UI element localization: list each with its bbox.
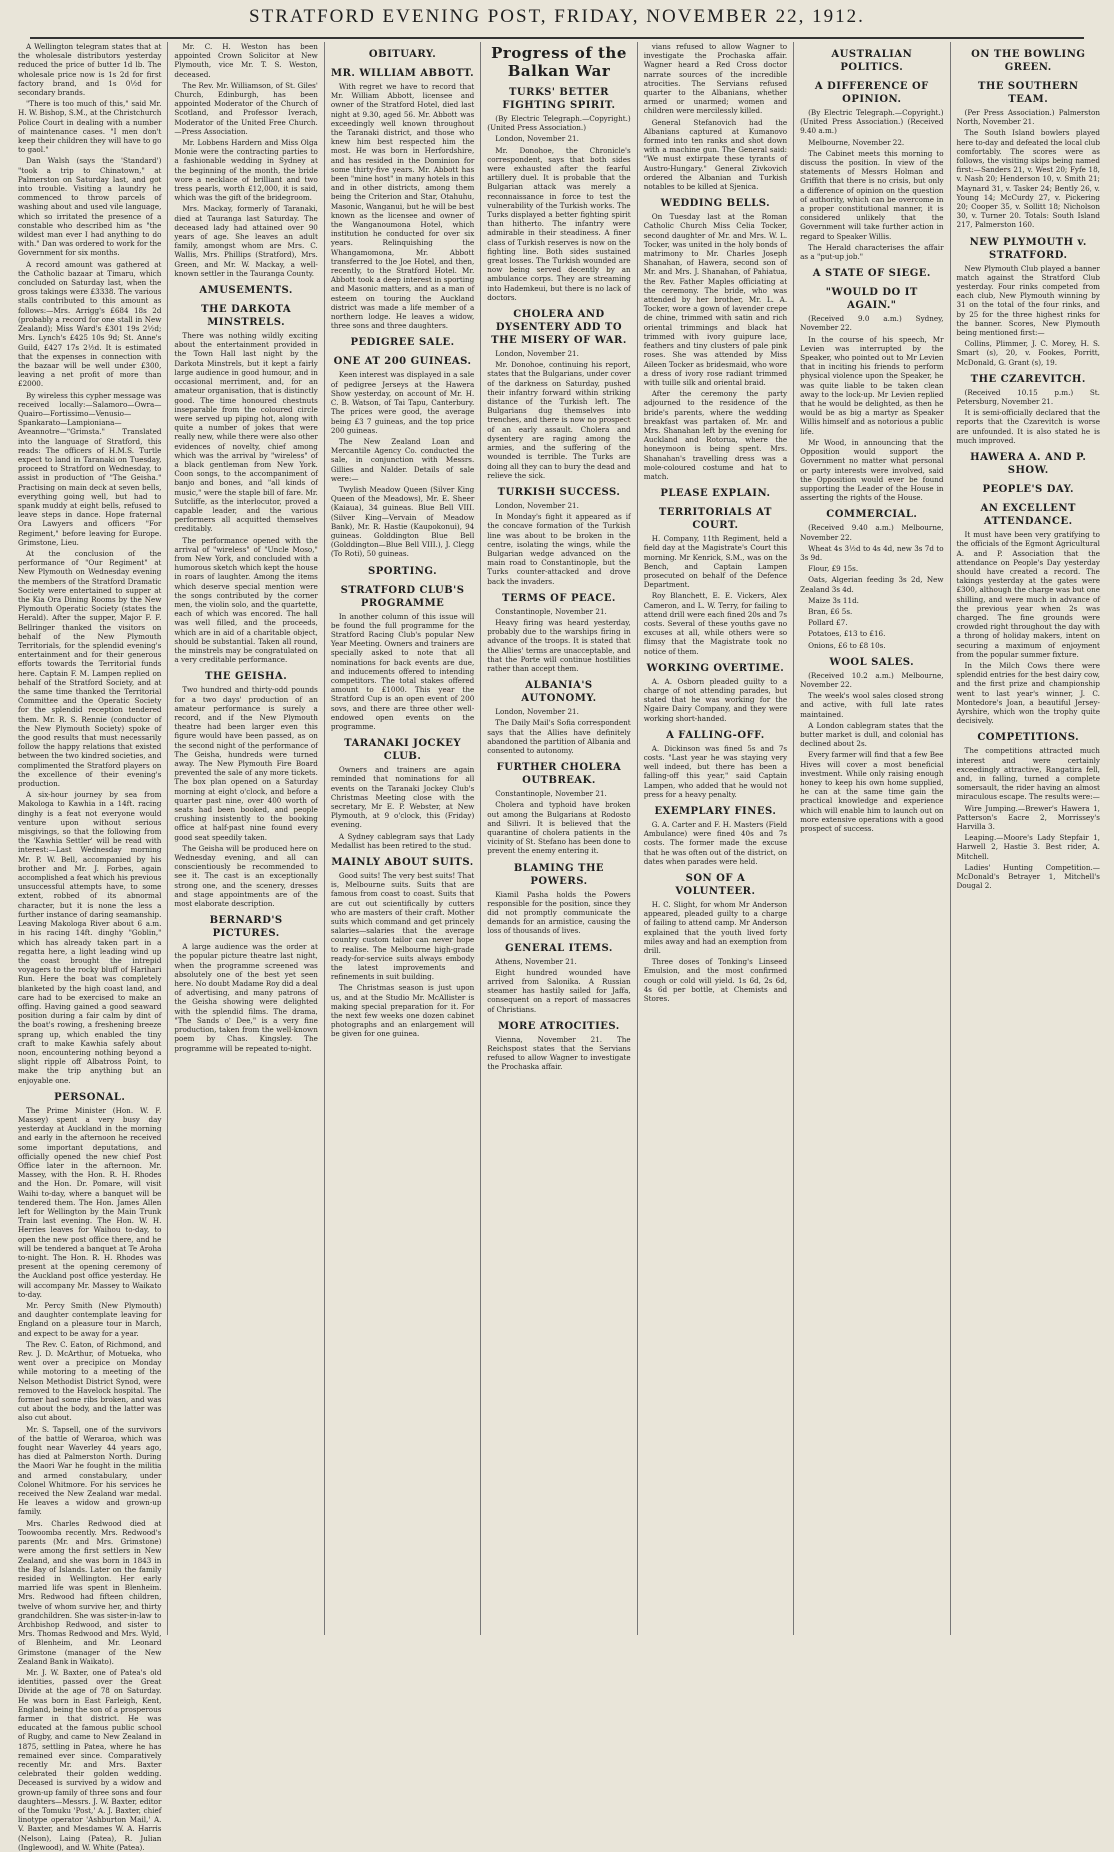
article-paragraph: Melbourne, November 22.	[808, 137, 905, 147]
article-heading: "WOULD DO IT AGAIN."	[825, 287, 918, 312]
article-paragraph: London, November 21.	[495, 500, 579, 510]
article-heading: BLAMING THE POWERS.	[513, 862, 605, 887]
column-6	[794, 42, 950, 1635]
article-paragraph: Mr. Donohoe, the Chronicle's correspondent, says that both sides were exhausted after the fearful artillery duel. It is probable that the Bulgarian attack was merely a reconnaissance in force to test the vulnerability of the Turkish works. The Turks displayed a better fighting spirit than hitherto. The infantry were admirable in their steadiness. A finer class of Turkish reserves is now on the fighting line. Both sides sustained great losses. The Turkish wounded are now being served decently by an ambulance corps. They are streaming into Hademkeui, but there is no lack of doctors.	[487, 145, 631, 302]
masthead: STRATFORD EVENING POST, FRIDAY, NOVEMBER 22, 1912.	[249, 6, 865, 27]
article-paragraph: In Monday's fight it appeared as if the concave formation of the Turkish line was about to be broken in the centre, isolating the wings, while the Bulgarian wedge advanced on the main road to Constantinople, but the Turks counter-attacked and drove back the invaders.	[487, 512, 631, 586]
article-heading: A STATE OF SIEGE.	[812, 268, 931, 280]
article-heading: WORKING OVERTIME.	[646, 662, 785, 674]
article-heading: TURKISH SUCCESS.	[497, 486, 621, 498]
article-paragraph: The Rev. C. Eaton, of Richmond, and Rev. J. D. McArthur, of Motueka, who went over a precipice on Monday while motoring to a meeting of the Nelson Methodist District Synod, were removed to the Havelock hospital. The former had some ribs broken, and was cut about the body, and the latter was also cut about.	[18, 1339, 162, 1423]
article-paragraph: The Daily Mail's Sofia correspondent says that the Allies have definitely abandoned the partition of Albania and consented to autonomy.	[487, 718, 631, 755]
column-7	[951, 42, 1106, 1635]
article-paragraph: In the Milch Cows there were splendid entries for the best dairy cow, and the first prize and championship went to last year's winner, J. C. Montedore's Joan, a beautiful Jersey-Ayrshire, which won the trophy quite decisively.	[956, 660, 1100, 726]
article-paragraph: Flour, £9 15s.	[808, 564, 859, 574]
article-paragraph: "There is too much of this," said Mr. H. W. Bishop, S.M., at the Christchurch Police Court in dealing with a number of maintenance cases. "I men don't keep their children they will have to go to gaol."	[18, 99, 162, 155]
article-heading: BERNARD'S PICTURES.	[209, 915, 283, 940]
article-paragraph: At the conclusion of the performance of "Our Regiment" at New Plymouth on Wednesday evening the members of the Stratford Dramatic Society were entertained to supper at the Kia Ora Dining Rooms by the New Plymouth Operatic Society (states the Herald). After the supper, Major F. F. Bellringer thanked the visitors on behalf of the New Plymouth Territorials, for the splendid evening's entertainment and for their generous efforts towards the Territorial funds here. Captain F. M. Lampen replied on behalf of the Stratford Society, and at the same time thanked the Territorial Committee and the Operatic Society for the splendid reception tendered them. Mr. R. S. Rennie (conductor of the New Plymouth Society) spoke of the good results that must necessarily follow the happy relations that existed between the two kindred societies, and complimented the Stratford players on the excellence of their evening's production.	[18, 548, 162, 789]
article-paragraph: A Sydney cablegram says that Lady Medallist has been retired to the stud.	[330, 831, 475, 850]
article-paragraph: By wireless this cypher message was received locally:—Salamoro—Owra—Quairo—Fortissimo—Venusio—Spankarato—Lampioniana—Aveannotre—"Grimsta." Translated into the language of Stratford, this reads: The officers of H.M.S. Turtle expect to land in Taranaki on Tuesday, proceed to Stratford on Wednesday, to assist in production of "The Geisha." Practising on main deck at seven bells, everything going well, but had to spank muddy at eight bells, refused to leave steps in dance. Hope fraternal Ora Lawyers and officers "For Regiment," before leaving for Europe. Grimstone, Lieu.	[18, 390, 162, 547]
article-heading: MAINLY ABOUT SUITS.	[331, 857, 474, 869]
article-paragraph: With regret we have to record that Mr. William Abbott, licensee and owner of the Stratford Hotel, died last night at 9.30, aged 56. Mr. Abbott was exceedingly well known throughout the Taranaki district, and those who knew him best respected him the most. He was born in Herfordshire, and has resided in the Dominion for some thirty-five years. Mr. Abbott has been "mine host" in many hotels in this and in other districts, among them being the Criterion and Star, Otahuhu, Masonic, Wanganui, but he will be best known as the licensee and owner of the Wanganoumona Hotel, which institution he conducted for over six years. Relinquishing the Whangamomona, Mr. Abbott transferred to the Joe Hotel, and then, recently, to the Stratford Hotel. Mr. Abbott took a deep interest in sporting and Masonic matters, and as a man of esteem on touring the Auckland district was made a life member of a northern lodge. He leaves a widow, three sons and three daughters.	[330, 82, 475, 331]
article-heading: HAWERA A. AND P. SHOW.	[970, 452, 1087, 477]
article-heading: PLEASE EXPLAIN.	[660, 488, 771, 500]
article-paragraph: The Rev. Mr. Williamson, of St. Giles' Church, Edinburgh, has been appointed Moderator of the Church of Scotland, and Professor Iverach, Moderator of the United Free Church.—Press Association.	[174, 80, 318, 136]
article-paragraph: Mrs. Charles Redwood died at Toowoomba recently. Mrs. Redwood's parents (Mr. and Mrs. Grimstone) were among the first settlers in New Zealand, and she was born in 1843 in the Bay of Islands. Later on the family resided in Wellington. Her early married life was spent in Blenheim. Mrs. Redwood had fifteen children, twelve of whom survive her, and thirty grandchildren. She was sister-in-law to Archbishop Redwood, and sister to Mrs. Thomas Redwood and Mrs. Wyld, of Blenheim, and Mr. Leonard Grimstone (manager of the New Zealand Bank in Waikato).	[18, 1518, 162, 1666]
article-paragraph: A London cablegram states that the butter market is dull, and colonial has declined about 2s.	[800, 720, 944, 749]
article-paragraph: (Received 10.2 a.m.) Melbourne, November 22.	[800, 670, 944, 689]
article-paragraph: (By Electric Telegraph.—Copyright.) (United Press Association.) (Received 9.40 a.m.)	[800, 108, 944, 136]
article-paragraph: Potatoes, £13 to £16.	[808, 629, 886, 639]
column-5	[638, 42, 794, 1635]
article-paragraph: The South Island bowlers played here to-day and defeated the local club comfortably. The scores were as follows, the visiting skips being named first:—Sanders 21, v. West 20; Fyfe 18, v. Nash 20; Henderson 10, v. Smith 21; Maynard 31, v. Tasker 24; Bently 26, v. Young 14; McCurdy 27, v. Pickering 20; Cooper 35, v. Sollitt 18; Nicholson 30, v. Turner 20. Totals: South Island 217, Palmerston 160.	[956, 128, 1100, 230]
article-paragraph: Mr. J. W. Baxter, one of Patea's old identities, passed over the Great Divide at the age of 78 on Saturday. He was born in East Farleigh, Kent, England, being the son of a prosperous farmer in that district. He was educated at the famous public school of Rugby, and came to New Zealand in 1875, settling in Patea, where he has remained ever since. Comparatively recently Mr. and Mrs. Baxter celebrated their golden wedding. Deceased is survived by a widow and grown-up family of three sons and four daughters—Messrs. J. W. Baxter, editor of the Tomuku 'Post,' A. J. Baxter, chief linotype operator 'Ashburton Mail,' A. V. Baxter, and Mesdames W. A. Harris (Nelson), Laing (Patea), R. Julian (Inglewood), and W. White (Patea).	[18, 1667, 162, 1852]
article-paragraph: In the course of his speech, Mr Levien was interrupted by the Speaker, who pointed out to Mr Levien that in inciting his friends to perform physical violence upon the Speaker, he was quite liable to be taken clean away to the lock-up. Mr Levien replied that he would be delighted, as then he would be as big a martyr as Speaker Willis himself and as notorious a public life.	[800, 334, 944, 436]
article-paragraph: A six-hour journey by sea from Makologa to Kawhia in a 14ft. racing dinghy is a feat not everyone would venture upon without serious misgivings, so that the following from the 'Kawhia Settler' will be read with interest:—Last Wednesday morning Mr. P. W. Bell, accompanied by his brother and Mr. J. Forbes, again accomplished a feat which his previous unsuccessful attempts have, to some extent, robbed of its abnormal character, but it is none the less a further instance of daring seamanship. Leaving Makologa River about 6 a.m. in his racing 14ft. dinghy "Goblin," which has already taken part in a regatta here, a light leading wind up the coast brought the intrepid voyagers to the rocky bluff of Harihari Run. Here the boat was completely blanketed by the high coast land, and care had to be exercised to make an offing. Having gained a good seaward position during a fair calm by dint of the boat's rowing, a freshening breeze sprang up, which enabled the tiny craft to make Kawhia safely about noon, encountering nothing beyond a slight ripple off Albatross Point, to make the trip anything but an enjoyable one.	[18, 790, 162, 1085]
article-paragraph: Dan Walsh (says the 'Standard') "took a trip to Chinatown," at Palmerston on Saturday last, and got into trouble. Visiting a laundry he commenced to throw parcels of washing about and used vile language, which so irritated the presence of a constable who described him as "the wildest man ever I had anything to do with." Dan was ordered to work for the Government for six months.	[18, 156, 162, 258]
article-paragraph: (Per Press Association.) Palmerston North, November 21.	[956, 108, 1100, 127]
article-heading: EXEMPLARY FINES.	[654, 806, 777, 818]
article-paragraph: The Christmas season is just upon us, and at the Studio Mr. McAllister is making special preparation for it. For the next few weeks one dozen cabinet photographs and an enlargement will be given for one guinea.	[330, 983, 475, 1039]
article-heading: AUSTRALIAN POLITICS.	[831, 49, 913, 73]
article-paragraph: General Stefanovich had the Albanians captured at Kumanovo formed into ten ranks and shot down with a machine gun. The General said: "We must extirpate these tyrants of Austro-Hungary." General Zivkovich ordered the Albanian and Turkish notables to be killed at Sjenica.	[643, 117, 788, 192]
article-paragraph: Two hundred and thirty-odd pounds for a two days' production of an amateur performance is surely a record, and if the New Plymouth theatre had been larger even this figure would have been passed, as on the second night of the performance of The Geisha, hundreds were turned away. The New Plymouth Fire Board prevented the sale of any more tickets. The box plan opened on a Saturday morning at eight o'clock, and before a quarter past nine, over 400 worth of seats had been booked, and people crushing insistently to the booking office at half-past nine found every good seat speedily taken.	[174, 685, 318, 842]
article-paragraph: Keen interest was displayed in a sale of pedigree Jerseys at the Hawera Show yesterday, on account of Mr. H. C. B. Watson, of Tai Tapu, Canterbury. The prices were good, the average being £3 7 guineas, and the top price 200 guineas.	[330, 370, 475, 435]
article-heading: WOOL SALES.	[829, 656, 915, 668]
article-heading: FURTHER CHOLERA OUTBREAK.	[496, 762, 622, 787]
article-heading: TERRITORIALS AT COURT.	[658, 507, 772, 532]
article-paragraph: The performance opened with the arrival of "wireless" of "Uncle Moso," from New York, and concluded with a humorous sketch which kept the house in roars of laughter. Among the items which deserve special mention were the songs contributed by the corner men, the violin solo, and the quartette, each of which was encored. The hall was well filled, and the proceeds, which are in aid of a charitable object, should be substantial. Taken all round, the minstrels may be congratulated on a very creditable performance.	[174, 535, 318, 665]
article-paragraph: (Received 9.40 a.m.) Melbourne, November 22.	[800, 523, 944, 542]
article-paragraph: The New Zealand Loan and Mercantile Agency Co. conducted the sale, in conjunction with Messrs. Gillies and Nalder. Details of sale were:—	[330, 436, 475, 483]
article-paragraph: A record amount was gathered at the Catholic bazaar at Timaru, which concluded on Saturday last, when the gross takings were £3338. The various stalls contributed to this amount as follows:—Mrs. Arrigg's £684 18s 2d (probably a record for one stall in New Zealand); Miss Ward's £301 19s 2½d; Mrs. Lynch's £425 10s 9d; St. Anne's Guild, £427 17s 2½d. It is estimated that the expenses in connection with the bazaar will be well under £300, leaving a net profit of more than £2000.	[18, 259, 162, 389]
article-paragraph: Mr. C. H. Weston has been appointed Crown Solicitor at New Plymouth, vice Mr. T. S. Weston, deceased.	[174, 42, 318, 79]
article-heading: SON OF A VOLUNTEER.	[675, 873, 756, 898]
article-paragraph: Wheat 4s 3½d to 4s 4d, new 3s 7d to 3s 9d.	[800, 543, 944, 562]
article-heading: PERSONAL.	[54, 1091, 126, 1103]
article-paragraph: Every farmer will find that a few Bee Hives will cover a most beneficial investment. While only raising enough honey to keep his own home supplied, he can at the same time gain the practical knowledge and experience which will enable him to launch out on more extensive operations with a good prospect of success.	[800, 750, 944, 833]
article-heading: ALBANIA'S AUTONOMY.	[521, 680, 597, 705]
article-paragraph: Vienna, November 21. The Reichspost states that the Servians refused to allow Wagner to investigate the Prochaska affair.	[487, 1034, 631, 1072]
article-heading: COMPETITIONS.	[977, 732, 1080, 744]
article-paragraph: A large audience was the order at the popular picture theatre last night, when the programme screened was absolutely one of the best yet seen here. No doubt Madame Roy did a deal of advertising, and many patrons of the Geisha showing were delighted with the splendid films. The drama, "The Sands o' Dee," is a very fine production, taken from the well-known poem by Chas. Kingsley. The programme will be repeated to-night.	[174, 942, 318, 1053]
article-paragraph: Constantinople, November 21.	[495, 606, 607, 616]
article-heading: NEW PLYMOUTH v. STRATFORD.	[969, 236, 1087, 261]
article-paragraph: The competitions attracted much interest and were certainly exceedingly attractive, Rangatira fell, and, in falling, turned a complete somersault, the rider having an almost miraculous escape. The results were:—	[956, 746, 1100, 802]
article-paragraph: (Received 9.0 a.m.) Sydney, November 22.	[800, 314, 944, 333]
article-paragraph: Oats, Algerian feeding 3s 2d, New Zealand 3s 4d.	[800, 575, 944, 594]
article-paragraph: Collins, Plimmer, J. C. Morey, H. S. Smart (s), 20, v. Fookes, Porritt, McDonald, G. Grant (s), 19.	[956, 339, 1100, 367]
article-paragraph: Athens, November 21.	[495, 956, 577, 966]
article-paragraph: The week's wool sales closed strong and active, with full late rates maintained.	[800, 691, 944, 719]
article-paragraph: Bran, £6 5s.	[808, 606, 853, 616]
article-paragraph: On Tuesday last at the Roman Catholic Church Miss Celia Tocker, second daughter of Mr. and Mrs. W. L. Tocker, was united in the holy bonds of matrimony to Mr. Charles Joseph Shanahan, of Hawera, second son of Mr. and Mrs. J. Shanahan, of Pahiatua, the Rev. Father Maples officiating at the ceremony. The bride, who was attended by her brother, Mr. L. A. Tocker, wore a gown of lavender crepe de chine, trimmed with satin and rich oriental trimmings and black hat trimmed with ivory guipure lace, feathers and tiny clusters of pale pink roses. She was attended by Miss Aileen Tocker as bridesmaid, who wore a dress of ivory rose radiant trimmed with tuille silk and oriental braid.	[643, 212, 788, 387]
article-paragraph: After the ceremony the party adjourned to the residence of the bride's parents, where the wedding breakfast was partaken of. Mr. and Mrs. Shanahan left by the evening for Auckland and Rotorua, where the honeymoon is being spent. Mrs. Shanahan's travelling dress was a mole-coloured costume and hat to match.	[643, 389, 788, 481]
article-paragraph: Mr. S. Tapsell, one of the survivors of the battle of Weraroa, which was fought near Waverley 44 years ago, has died at Palmerston North. During the Maori War he fought in the militia and armed constabulary, under Colonel Whitmore. For his services he received the New Zealand war medal. He leaves a widow and grown-up family.	[18, 1424, 162, 1517]
article-paragraph: Ladies' Hunting Competition.—McDonald's Betrayer 1, Mitchell's Dougal 2.	[956, 862, 1100, 891]
article-paragraph: Good suits! The very best suits! That is, Melbourne suits. Suits that are famous from coast to coast. Suits that are cut out scientifically by cutters who are masters of their craft. Mother suits which command and get princely salaries—salaries that the average country custom tailor can never hope to realise. The Melbourne high-grade ready-for-service suits always embody the latest improvements and refinements in suit building.	[330, 871, 475, 982]
article-heading: PEDIGREE SALE.	[350, 337, 455, 349]
column-container	[12, 42, 1106, 1852]
article-paragraph: London, November 21.	[495, 134, 579, 144]
article-heading: TERMS OF PEACE.	[502, 592, 616, 604]
column-4	[481, 42, 637, 1635]
column-1	[12, 42, 168, 1852]
article-heading: Progress of the Balkan War	[491, 44, 627, 80]
article-paragraph: In another column of this issue will be found the full programme for the Stratford Racing Club's popular New Year Meeting. Owners and trainers are specially asked to note that all nominations for back events are due, and inducements offered to intending competitors. The total stakes offered amount to £1000. This year the Stratford Cup is an open event of 200 sovs, and there are three other well-endowed open events on the programme.	[330, 611, 475, 731]
article-heading: SPORTING.	[368, 565, 438, 577]
masthead-rule	[30, 37, 1084, 39]
article-paragraph: London, November 21.	[495, 349, 579, 359]
article-paragraph: Pollard £7.	[808, 618, 848, 628]
article-paragraph: The Herald characterises the affair as a "put-up job."	[800, 242, 944, 262]
article-paragraph: Three doses of Tonking's Linseed Emulsion, and the most confirmed cough or cold will yield. 1s 6d, 2s 6d, 4s 6d per bottle, at Chemists and Stores.	[643, 957, 788, 1004]
article-paragraph: Cholera and typhoid have broken out among the Bulgarians at Rodosto and Silivri. It is believed that the quarantine of cholera patients in the vicinity of St. Stefano has been done to prevent the enemy entering it.	[487, 800, 631, 856]
article-paragraph: The Prime Minister (Hon. W. F. Massey) spent a very busy day yesterday at Auckland in the morning and early in the afternoon he received some important deputations, and officially opened the new chief Post Office later in the afternoon. Mr. Massey, with the Hon. R. H. Rhodes and the Hon. Dr. Pomare, will visit Waihi to-day, where a banquet will be tendered them. The Hon. James Allen left for Wellington by the Main Trunk Train last evening. The Hon. W. H. Herries leaves for Waihou to-day, to open the new post office there, and he will be tendered a banquet at Te Aroha to-night. The Hon. R. H. Rhodes was present at the opening ceremony of the Auckland post office yesterday. He will accompany Mr. Massey to Waikato to-day.	[18, 1105, 162, 1299]
article-paragraph: Mr. Lobbens Hardern and Miss Olga Monie were the contracting parties to a fashionable wedding in Sydney at the beginning of the month, the bride wore a necklace of brilliant and two tress pearls, worth £12,000, it is said, which was the gift of the bridegroom.	[174, 138, 318, 203]
article-paragraph: (By Electric Telegraph.—Copyright.) (United Press Association.)	[487, 114, 631, 133]
article-heading: ON THE BOWLING GREEN.	[971, 49, 1086, 73]
article-paragraph: G. A. Carter and F. H. Masters (Field Ambulance) were fined 40s and 7s costs. The former made the excuse that he was often out of the district, on dates when parades were held.	[643, 820, 788, 866]
article-paragraph: Leaping.—Moore's Lady Stepfair 1, Harwell 2, Hastie 3. Best rider, A. Mitchell.	[956, 833, 1100, 861]
article-heading: WEDDING BELLS.	[660, 198, 771, 210]
article-heading: TURKS' BETTER FIGHTING SPIRIT.	[502, 87, 616, 111]
article-heading: TARANAKI JOCKEY CLUB.	[344, 738, 461, 763]
article-paragraph: New Plymouth Club played a banner match against the Stratford Club yesterday. Four rinks competed from each club, New Plymouth winning by 31 on the total of the four rinks, and by 25 for the three highest rinks for the banner. Scores, New Plymouth being mentioned first:—	[956, 263, 1100, 338]
column-2	[168, 42, 324, 1635]
article-paragraph: Owners and trainers are again reminded that nominations for all events on the Taranaki Jockey Club's Christmas Meeting close with the secretary, Mr E. P. Webster, at New Plymouth, at 9 o'clock, this (Friday) evening.	[330, 765, 475, 830]
article-heading: MR. WILLIAM ABBOTT.	[331, 68, 475, 79]
article-paragraph: The Geisha will be produced here on Wednesday evening, and all can conscientiously be recommended to see it. The cast is an exceptionally strong one, and the scenery, dresses and stage appointments are of the most elaborate description.	[174, 843, 318, 909]
article-heading: COMMERCIAL.	[826, 509, 918, 521]
article-heading: STRATFORD CLUB'S PROGRAMME	[340, 584, 465, 609]
article-paragraph: Mr. Donohoe, continuing his report, states that the Bulgarians, under cover of the darkness on Saturday, pushed their infantry forward within striking distance of the Turkish left. The Bulgarians dug themselves into trenches, and there is now no prospect of an early assault. Cholera and dysentery are raging among the armies, and the suffering of the wounded is terrible. The Turks are doing all they can to bury the dead and relieve the sick.	[487, 360, 631, 480]
article-heading: OBITUARY.	[368, 49, 437, 60]
article-paragraph: Mrs. Mackay, formerly of Taranaki, died at Tauranga last Saturday. The deceased lady had attained over 90 years of age. She leaves an adult family, amongst whom are Mrs. C. Wallis, Mrs. Phillips (Stratford), Mrs. Green, and Mr. W. Mackay, a well-known settler in the Tauranga County.	[174, 204, 318, 278]
article-paragraph: (Received 10.15 p.m.) St. Petersburg, November 21.	[956, 387, 1100, 407]
article-paragraph: It is semi-officially declared that the reports that the Czarevitch is worse are unfounded. It is also stated he is much improved.	[956, 408, 1100, 445]
article-heading: GENERAL ITEMS.	[505, 942, 613, 954]
article-paragraph: A. A. Osborn pleaded guilty to a charge of not attending parades, but stated that he was working for the Ngaire Dairy Company, and they were working short-handed.	[643, 676, 788, 723]
article-paragraph: H. Company, 11th Regiment, held a field day at the Magistrate's Court this morning. Mr Kenrick, S.M., was on the Bench, and Captain Lampen prosecuted on behalf of the Defence Department.	[643, 534, 788, 590]
article-paragraph: Onions, £6 to £8 10s.	[808, 640, 886, 650]
article-heading: A FALLING-OFF.	[666, 729, 765, 741]
article-paragraph: Roy Blanchett, E. E. Vickers, Alex Cameron, and L. W. Terry, for failing to attend drill were each fined 20s and 7s costs. Several of these youths gave no excuses at all, while others were so flimsy that the Magistrate took no notice of them.	[643, 591, 788, 656]
article-paragraph: Wire Jumping.—Brewer's Hawera 1, Patterson's Eacre 2, Morrissey's Harvilla 3.	[956, 803, 1100, 831]
article-paragraph: A Wellington telegram states that at the wholesale distributors yesterday reduced the price of butter 1d lb. The wholesale price now is 1s 2d for first factory brand, and 1s 0½d for secondary brands.	[18, 42, 162, 98]
article-paragraph: London, November 21.	[495, 707, 579, 717]
article-paragraph: A. Dickinson was fined 5s and 7s costs. "Last year he was staying very well indeed, but there has been a falling-off this year," said Captain Lampen, who added that he would not press for a heavy penalty.	[643, 743, 788, 799]
column-3	[325, 42, 481, 1635]
article-paragraph: Kiamil Pasha holds the Powers responsible for the position, since they did not promptly communicate the demands for an armistice, causing the loss of thousands of lives.	[487, 889, 631, 936]
article-paragraph: It must have been very gratifying to the officials of the Egmont Agricultural A. and P. Association that the attendance on People's Day yesterday should have created a record. The takings yesterday at the gates were £300, although the charge was but one shilling, and were much in advance of the previous year when 2s was charged. The fine grounds were crowded right throughout the day with a throng of holiday makers, intent on securing a maximum of enjoyment from the popular summer fixture.	[956, 530, 1100, 659]
article-heading: CHOLERA AND DYSENTERY ADD TO THE MISERY OF WAR.	[491, 309, 627, 347]
article-heading: AN EXCELLENT ATTENDANCE.	[980, 503, 1076, 528]
article-paragraph: Twylish Meadow Queen (Silver King Queen of the Meadows), Mr. E. Sheer (Kaiaua), 34 guineas. Blue Bell VIII. (Silver King—Vervain of Meadow Bank), Mr. R. Hastie (Kaupokonui), 94 guineas. Golddington Blue Bell (Golddington—Blue Bell VIII.), J. Clegg (To Roti), 50 guineas.	[330, 484, 475, 559]
article-paragraph: Maize 3s 11d.	[808, 595, 859, 605]
article-heading: PEOPLE'S DAY.	[982, 484, 1075, 496]
article-heading: THE GEISHA.	[205, 671, 288, 683]
article-paragraph: vians refused to allow Wagner to investigate the Prochaska affair. Wagner heard a Red Cross doctor narrate sources of the incredible atrocities. The Servians refused quarter to the Albanians, whether armed or unarmed; women and children were mercilessly killed.	[643, 42, 788, 116]
article-paragraph: There was nothing wildly exciting about the entertainment provided in the Town Hall last night by the Darkota Minstrels, but it kept a fairly large audience in good humour, and in occasional merriment, and, for an amateur organisation, that is distinctly good. The time honoured chestnuts inseparable from the coloured circle were served up piping hot, along with quite a number of jokes that were really new, while there were also other evidences of novelty, chief among which was the arrival by "wireless" of a black gentleman from New York. Coon songs, to the accompaniment of banjo and bones, and "all kinds of music," were the staple bill of fare. Mr. Sutcliffe, as the interlocutor, proved a capable leader, and the various performers all acquitted themselves creditably.	[174, 331, 318, 534]
article-paragraph: Mr. Percy Smith (New Plymouth) and daughter contemplate leaving for England on a pleasure tour in March, and expect to be away for a year.	[18, 1301, 162, 1338]
article-paragraph: Constantinople, November 21.	[495, 789, 607, 799]
article-paragraph: H. C. Slight, for whom Mr Anderson appeared, pleaded guilty to a charge of failing to attend camp. Mr Anderson explained that the youth lived forty miles away and had an exemption from drill.	[643, 900, 788, 956]
article-heading: A DIFFERENCE OF OPINION.	[814, 81, 929, 105]
article-paragraph: Heavy firing was heard yesterday, probably due to the warships firing in advance of the troops. It is stated that the Allies' terms are unacceptable, and that the Porte will continue hostilities rather than accept them.	[487, 617, 631, 673]
article-paragraph: Mr Wood, in announcing that the Opposition would support the Government no matter what personal or party interests were involved, said the Opposition would ever be found supporting the Leader of the House in asserting the rights of the House.	[800, 437, 944, 503]
article-paragraph: The Cabinet meets this morning to discuss the position. In view of the statements of Messrs Holman and Griffith that there is no crisis, but only a difference of opinion on the question of authority, which can be overcome in a proper constitutional manner, it is considered unlikely that the Government will take further action in regard to Speaker Willis.	[800, 148, 944, 241]
article-paragraph: Eight hundred wounded have arrived from Salonika. A Russian steamer has hastily sailed for Jaffa, consequent on a report of massacres of Christians.	[487, 967, 631, 1014]
article-heading: AMUSEMENTS.	[199, 285, 293, 297]
article-heading: ONE AT 200 GUINEAS.	[333, 356, 472, 368]
article-heading: THE DARKOTA MINSTRELS.	[201, 304, 292, 329]
article-heading: THE SOUTHERN TEAM.	[977, 81, 1079, 105]
article-heading: THE CZAREVITCH.	[970, 373, 1086, 385]
article-heading: MORE ATROCITIES.	[498, 1020, 620, 1032]
